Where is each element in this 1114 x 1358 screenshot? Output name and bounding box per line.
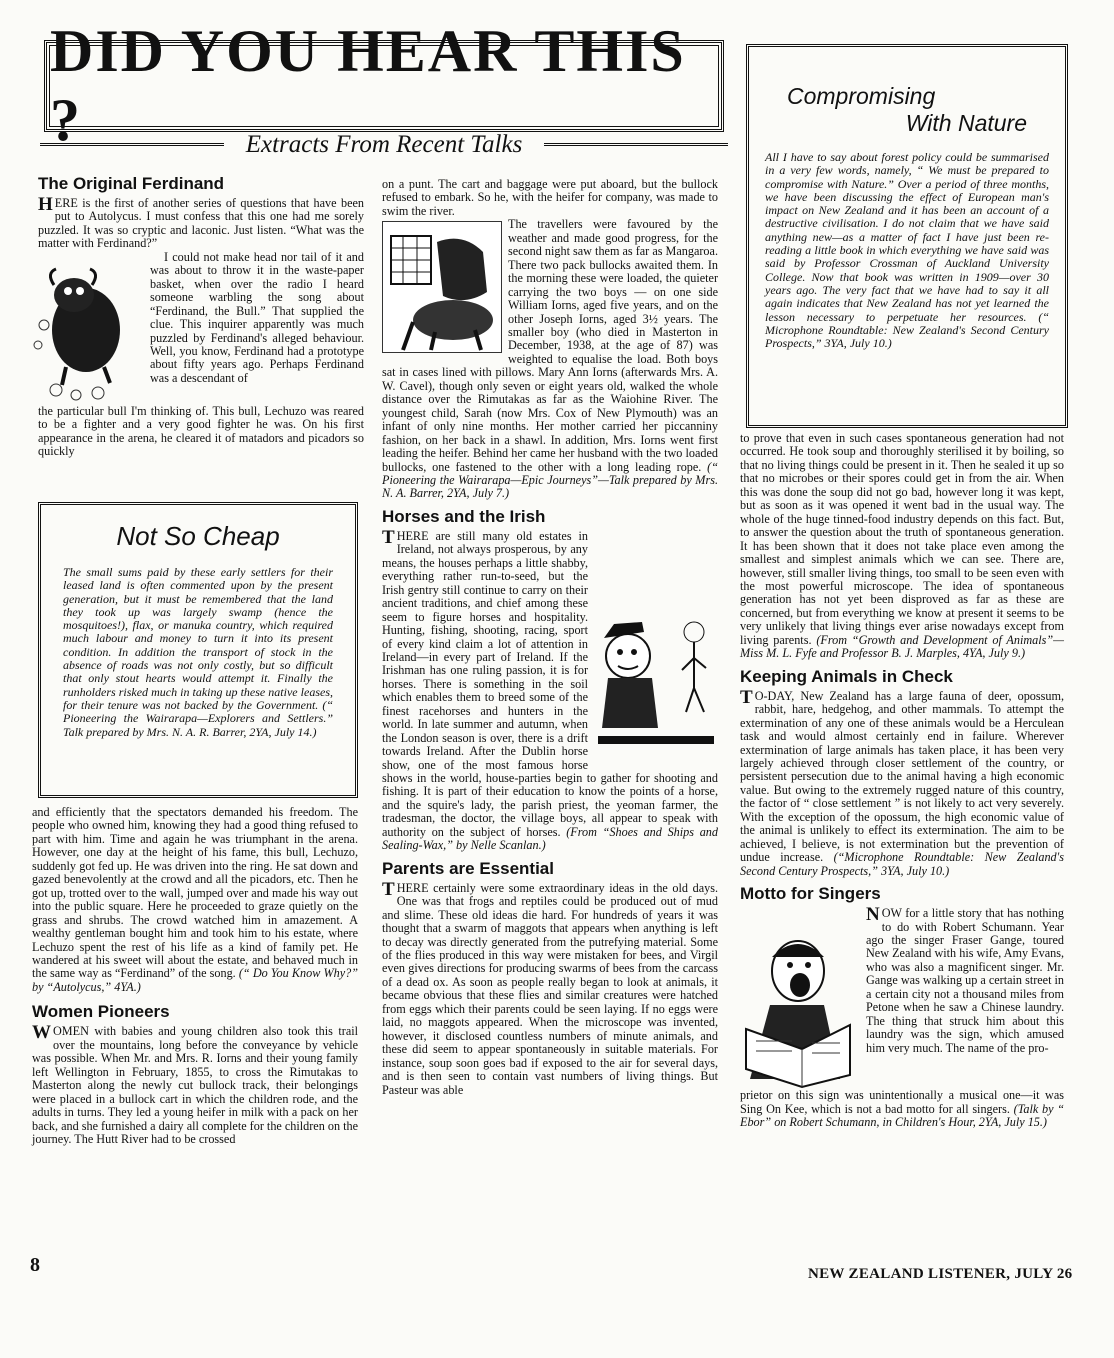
singers-p1a: OW for a little story that has nothing to do with Robert Schumann. Year ago the singer Fraser Gange, toured New Zealand with his wife, Amy Evans, who was also a magnificent singer. Mr. Gange was walking up a certain street in a certain city not a thousand miles from Petone when he saw a Chinese laundry. The thing that struck him about this laundry was the sign, which amused him very much. The name of the pro-: [866, 906, 1064, 1055]
column-three: [740, 432, 1064, 1129]
parents-p1: HERE certainly were some extraordinary ideas in the old days. One was that frogs and reptiles could be produced out of mud and slime. These old ideas die hard. For hundreds of years it was thought that a swarm of maggots that appears when anything is left to decay was directly generated from the putrefying material. Some of the flies produced in this way were mistaken for bees, and Virgil even gives directions for producing swarms of bees from the carcass of a dead ox. As soon as people really began to look at animals, it became obvious that these flies and similar creatures were hatched from eggs which their parents could be seen laying. If no eggs were laid, no maggots appeared. When the microscope was invented, however, it disclosed countless numbers of minute animals, and these did seem to appear spontaneously in suitable materials. For instance, soup soon goes bad if exposed to the air for several days, and is then seen to contain vast numbers of living things. But Pasteur was able: [382, 880, 718, 1097]
singer-illustration: [740, 929, 860, 1089]
women-dropcap: W: [32, 1022, 51, 1044]
animals-credit: (“Microphone Roundtable: New Zealand's Second Century Prospects,” 3YA, July 10.): [740, 850, 1064, 878]
parents-heading: Parents are Essential: [382, 858, 554, 878]
parents-credit: (From “Growth and Development of Animals”—Miss M. L. Fyfe and Professor B. J. Marples, 4YA, July 9.): [740, 632, 1065, 661]
horses-dropcap: T: [382, 526, 395, 548]
masthead-subtitle: Extracts From Recent Talks: [245, 131, 523, 158]
not-so-cheap-title: Not So Cheap: [116, 521, 280, 551]
animals-heading: Keeping Animals in Check: [740, 666, 953, 686]
publication-footer: NEW ZEALAND LISTENER, JULY 26: [808, 1266, 1073, 1282]
ferdinand-dropcap: H: [38, 194, 53, 215]
women-p2a: on a punt. The cart and baggage were put aboard, but the bullock refused to embark. So he, with the heifer for company, was made to swim the river.: [382, 177, 718, 218]
bull-icon: [26, 255, 144, 405]
singers-credit: (Talk by “ Ebor” on Robert Schumann, in Children's Hour, 2YA, July 15.): [740, 1101, 1064, 1129]
parents-p2: to prove that even in such cases spontaneous generation had not occurred. He took soup and thoroughly sterilised it by boiling, so that no living things could be present in it. Then he sealed it up so that no microbes or their spores could get in from the air. When this was done the soup did not go bad, however long it was kept, but as soon as it was opened it went bad in the usual way. The whole of the huge tinned-food industry depends on this fact. But, to answer the question about the truth of spontaneous generation. It has been shown that it does not take place even among the smallest and simplest animals which we can see. There are, however, still smaller living things, too small to be seen even with the most powerful microscope. The idea of spontaneous generation has not yet been disproved as far as these are concerned, but from everything we know at present it seems to be very unlikely that living things ever arise nowadays except from living parents.: [740, 431, 1064, 647]
ferdinand-article-continued: [32, 806, 358, 1146]
ferdinand-p2b: the particular bull I'm thinking of. This bull, Lechuzo was reared to be a fighter and a very good fighter he was. On his first appearance in the arena, he cleared it of matadors and picadors so quickly: [38, 403, 364, 459]
ferdinand-heading: The Original Ferdinand: [38, 174, 225, 193]
travellers-illustration: [382, 221, 502, 353]
masthead-title: DID YOU HEAR THIS ?: [50, 18, 686, 153]
compromising-title-2: With Nature: [905, 110, 1027, 136]
bull-illustration: [26, 255, 144, 405]
ferdinand-p1: ERE is the first of another series of questions that have been put to Autolycus. I must confess that this one had me sorely puzzled. It was so cryptic and laconic. Just listen. “What was the matter with Ferdinand?”: [38, 196, 364, 251]
page-number: 8: [30, 1254, 40, 1276]
women-heading: Women Pioneers: [32, 1002, 170, 1022]
bullock-cart-icon: [383, 222, 501, 352]
ferdinand-credit: (“ Do You Know Why?” by “Autolycus,” 4YA.): [32, 966, 358, 994]
animals-p1: O-DAY, New Zealand has a large fauna of deer, opossum, rabbit, hare, hedgehog, and other mammals. To attempt the extermination of any one of these animals would be a Herculean task and would almost certainly end in failure. Wherever extermination of large animals has taken place, it has been very largely achieved through closer settlement of the country, or persistent persecution due to the animal having a high economic value. But owing to the extremely rugged nature of this country, the factor of “ close settlement ” is not likely to act very severely. With the exception of the opossum, the high economic value of the animal is unlikely to effect its extermination. The aim to be achieved, I believe, is not extermination but the prevention of undue increase.: [740, 688, 1064, 865]
singers-p1b: prietor on this sign was unintentionally a musical one—it was Sing On Kee, which is not a bad motto for all singers.: [740, 1088, 1064, 1116]
singer-icon: [740, 929, 860, 1089]
animals-dropcap: T: [740, 686, 753, 708]
not-so-cheap-text: The small sums paid by these early settlers for their leased land is often commented upon by the present generation, but it must be remembered that the land they took up was largely swamp (hence the mosquitoes!), flax, or manuka country, which required much labour and money to turn it into its present condition. In addition the transport of stock in the absence of roads was not only costly, but so difficult that only stout hearts would attempt it. Finally the runholders risked much in taking up these native leases, for their tenure was not backed by the Government. (“ Pioneering the Wairarapa—Explorers and Settlers.” Talk prepared by Mrs. N. A. R. Barrer, 2YA, July 14.): [63, 565, 333, 739]
column-two: [382, 178, 718, 1097]
horses-heading: Horses and the Irish: [382, 506, 546, 526]
subtitle-row: [40, 130, 728, 160]
singers-heading: Motto for Singers: [740, 884, 881, 904]
parents-dropcap: T: [382, 878, 395, 900]
irishman-icon: [594, 608, 718, 758]
ferdinand-p3: and efficiently that the spectators demanded his freedom. The people who owned him, knowing they had a good thing refused to part with him. Time and again he was triumphant in the arena. However, one day at the height of his fame, this bull, Lechuzo, suddenly got fed up. He was driven into the ring. He sat down and gazed benevolently at the crowd and all the picadors, etc. Then he got up, trotted over to the wall, jumped over and made his way out into the public square. Here he proceeded to graze quietly on the grass and shrubs. The crowd watched him in amazement. A wealthy gentleman bought him and took him to his estate, where Lechuzo spent the rest of his life as a kind of family pet. He wandered at his sweet will about the estate, and behaved much in the same way as “Ferdinand” of the song.: [32, 805, 358, 981]
horses-p1: HERE are still many old estates in Ireland, not always prosperous, by any means, the houses perhaps a little shabby, everything rather run-to-seed, but the Irish gentry still continue to carry on their ancient traditions, and chief among these seem to figure horses and hospitality. Hunting, fishing, shooting, racing, sport of every kind claim a lot of attention in Ireland—in every part of Ireland. If the Irishman has one ruling passion, it is for horses. There is something in the soil which enables them to breed some of the finest racehorses and hunters in the world. In late summer and autumn, when the London season is over, there is a drift towards Ireland. After the Dublin horse show, one of the most famous horse shows in the world, house-parties begin to gather for shooting and fishing. It is part of their education to know the points of a horse, and the squire's lady, the parish priest, the yeoman farmer, the tradesman, the doctor, the village boys, all appear to speak with authority on the subject of horses.: [382, 528, 718, 839]
women-credit: (“ Pioneering the Wairarapa—Epic Journeys”—Talk prepared by Mrs. N. A. Barrer, 2YA, July 7.): [382, 459, 718, 501]
compromising-title-1: Compromising: [787, 83, 936, 109]
women-p2b: The travellers were favoured by the weather and made good progress, for the second night saw them as far as Mangaroa. There two pack bullocks awaited them. In the morning these were loaded, the quieter carrying the two boys — on one side William Iorns, aged five years, and on the other Joseph Iorns, aged 3½ years. The smaller boy (who died in Masterton in December, 1938, at the age of 87) was weighted to equalise the load. Both boys sat in cases lined with pillows. Mary Ann Iorns (afterwards Mrs. A. W. Cavel), though only seven or eight years old, walked the whole distance over the Rimutakas as far as the Waiohine River. The youngest child, Sarah (now Mrs. Cox of New Plymouth) was an infant of only nine months. Her mother carried her piccanniny fashion, on her back in a shawl. In addition, Mrs. Iorns went first leading the heifer. Behind her came her husband with the two loaded bullocks, one fastened to the other with a long leading rope.: [382, 217, 718, 474]
compromising-box: [746, 44, 1068, 428]
irishman-illustration: [594, 608, 718, 758]
ferdinand-p2a: I could not make head nor tail of it and was about to throw it in the waste-paper basket, when over the radio I heard someone warbling the song about “Ferdinand, the Bull.” That supplied the clue. This inquirer apparently was much puzzled by Ferdinand's alleged behaviour. Well, you know, Ferdinand had a prototype about fifty years ago. Perhaps Ferdinand was a descendant of: [150, 249, 364, 385]
singers-dropcap: N: [866, 904, 880, 926]
ferdinand-article-top: [38, 172, 364, 459]
horses-credit: (From “Shoes and Ships and Sealing-Wax,” by Nelle Scanlan.): [382, 824, 718, 853]
women-p1: OMEN with babies and young children also took this trail over the mountains, long before the conveyance by vehicle was possible. When Mr. and Mrs. R. Iorns and their young family left Wellington in February, 1855, to cross the Rimutakas to Masterton along the newly cut bullock track, their belongings were placed in a bullock cart in which the children rode, and the adults in turns. They led a young heifer in milk with a pack on her back, and she furnished a dairy all complete for the children on the journey. The Hutt River had to be crossed: [32, 1024, 358, 1146]
compromising-text: All I have to say about forest policy could be summarised in a very few words, namely, “ We must be prepared to compromise with Nature.” Over a period of three months, we have been discussing the effect of European man's impact on New Zealand and it has been an account of a destructive civilisation. I do not claim that we have said anything new—as a matter of fact I have just been re-reading a little book in which everything we have said was said by Professor Crossman of Auckland University College. Now that book was written in 1909—over 30 years ago. The very fact that we have had to say it all again indicates that New Zealand has not yet learned the lesson necessary to perpetuate her resources. (“ Microphone Roundtable: New Zealand's Second Century Prospects,” 3YA, July 10.): [765, 150, 1049, 351]
not-so-cheap-box: [38, 502, 358, 798]
